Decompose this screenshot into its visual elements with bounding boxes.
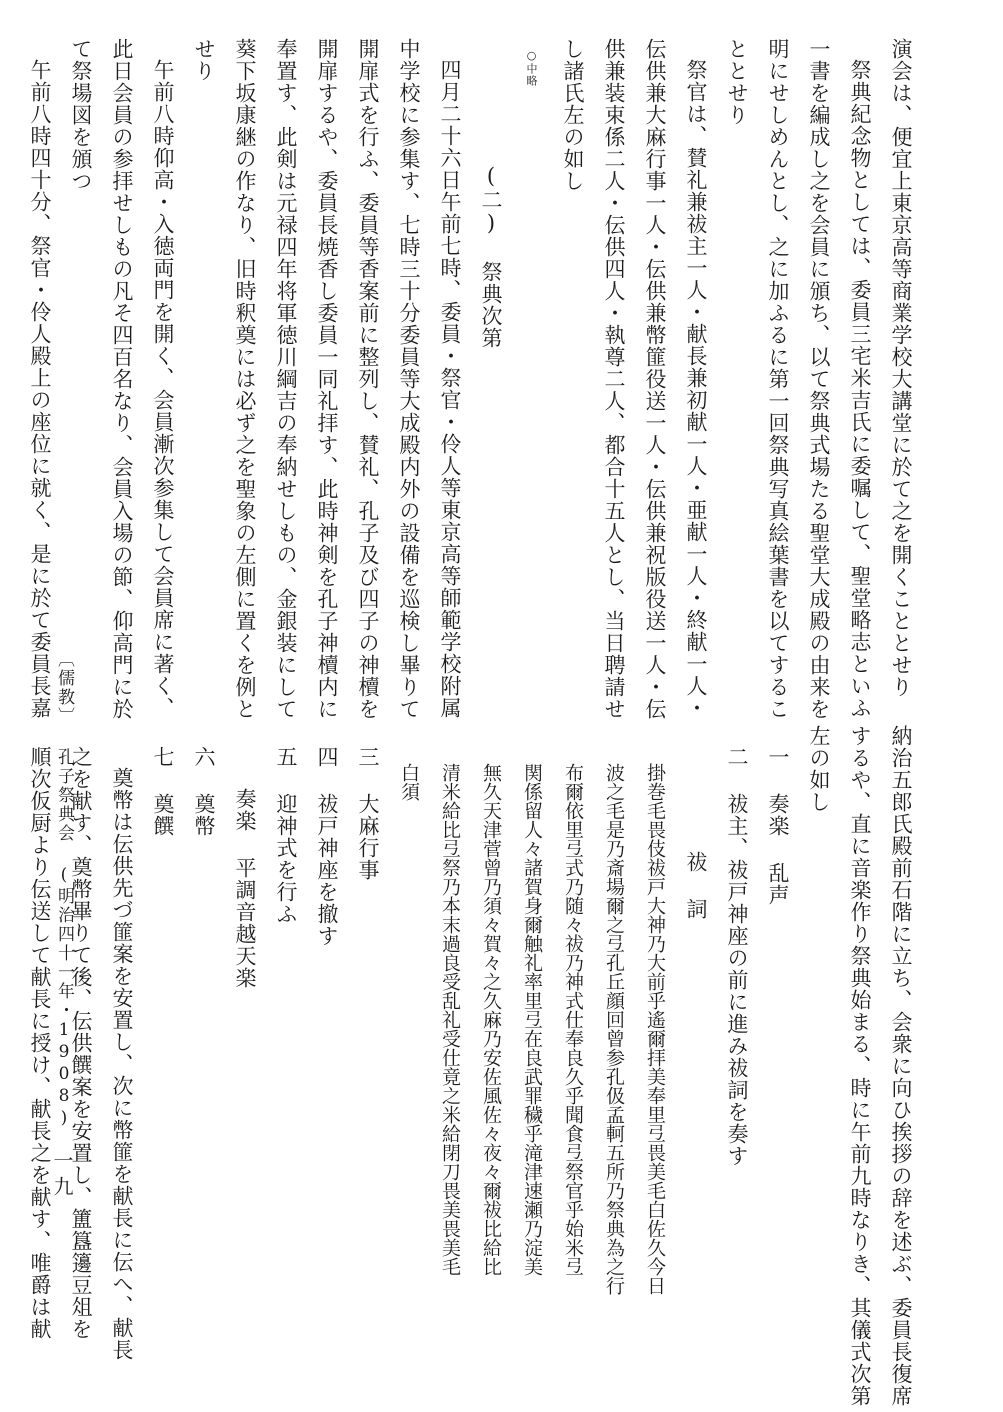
norito-heading: 祓 詞 (684, 851, 708, 920)
norito-line: 関係留人々諸賀身爾触礼率里弖在良武罪穢乎滝津速瀬乃淀美 (521, 763, 543, 1276)
text-line: 納治五郎氏殿前石階に立ち、会衆に向ひ挨拶の辞を述ぶ、委員長復席 (889, 725, 913, 1407)
text-line: し諸氏左の如し (561, 38, 585, 192)
ritual-step: 五 迎神式を行ふ (274, 746, 298, 925)
text-line: せり (192, 38, 216, 82)
text-line: 供兼装束係二人・伝供四人・執尊二人、都合十五人とし、当日聘請せ (602, 38, 626, 720)
text-line: 四月二十六日午前七時、委員・祭官・伶人等東京高等師範学校附属 (438, 59, 462, 719)
text-line: 伝供兼大麻行事一人・伝供兼幣篚役送一人・伝供兼祝版役送一人・伝 (643, 38, 667, 720)
ritual-substep: 奏楽 平調音越天楽 (233, 788, 257, 989)
ritual-step: 三 大麻行事 (356, 746, 380, 881)
text-line: 一書を編成し之を会員に頒ち、以て祭典式場たる聖堂大成殿の由来を (807, 38, 831, 720)
norito-line: 無久天津菅曾乃須々賀々之久麻乃安佐風佐々夜々爾祓比給比 (480, 763, 502, 1276)
norito-line: 波之毛是乃斎場爾之弖孔丘顔回曾参孔伋孟軻五所乃祭典為之行 (603, 763, 625, 1295)
text-line: 奉置す、此剣は元禄四年将軍徳川綱吉の奉納せしもの、金銀装にして (274, 38, 298, 720)
text-line: 演会は、便宜上東京高等商業学校大講堂に於て之を開くこととせり (889, 38, 913, 698)
text-line: 此日会員の参拝せしもの凡そ四百名なり、会員入場の節、仰高門に於 (110, 38, 134, 720)
section-heading: (二) 祭典次第 (479, 164, 503, 349)
upper-text-block (28, 38, 921, 720)
text-line: 左の如し (807, 725, 831, 813)
text-line: 午前八時四十分、祭官・伶人殿上の座位に就く、是に於て委員長嘉 (28, 59, 52, 719)
text-line: 中学校に参集す、七時三十分委員等大成殿内外の設備を巡検し畢りて (397, 38, 421, 720)
text-line: 明にせしめんとし、之に加ふるに第一回祭典写真絵葉書を以てするこ (766, 38, 790, 720)
text-line: するや、直に音楽作り祭典始まる、時に午前九時なりき、其儀式次第 (848, 725, 872, 1407)
text-line: 開扉するや、委員長焼香し委員一同礼拝す、此時神剣を孔子神櫝内に (315, 38, 339, 720)
text-line: 祭官は、賛礼兼祓主一人・献長兼初献一人・亜献一人・終献一人・ (684, 59, 708, 719)
ritual-step: 一 奏楽 乱声 (766, 746, 790, 906)
text-line: 奠幣は伝供先づ篚案を安置し、次に幣篚を献長に伝へ、献長 (110, 767, 134, 1361)
norito-line: 白須 (398, 763, 420, 801)
norito-line: 掛巻毛畏伎祓戸大神乃大前乎遙爾拝美奉里弖畏美毛白佐久今日 (644, 763, 666, 1295)
text-line: 祭典紀念物としては、委員三宅米吉氏に委嘱して、聖堂略志といふ (848, 59, 872, 719)
page-number: 一九 (50, 1150, 74, 1202)
text-line: 葵下坂康継の作なり、旧時釈奠には必ず之を聖象の左側に置くを例と (233, 38, 257, 720)
text-line: て祭場図を頒つ (69, 38, 93, 192)
ritual-step: 七 奠饌 (151, 746, 175, 837)
text-line: 午前八時仰高・入徳両門を開く、会員漸次参集して会員席に著く、 (151, 59, 175, 719)
omission-note: ○中略 (525, 49, 538, 87)
ritual-step: 二 祓主、祓戸神座の前に進み祓詞を奏す (725, 746, 749, 1167)
ritual-step: 四 祓戸神座を撤す (315, 746, 339, 947)
text-line: 順次仮厨より伝送して献長に授け、献長之を献す、唯爵は献 (28, 746, 52, 1340)
ritual-step: 六 奠幣 (192, 746, 216, 837)
norito-line: 布爾依里弖式乃随々祓乃神式仕奉良久乎聞食弖祭官乎始米弖 (562, 763, 584, 1276)
running-footer: 〔儒教〕 孔子祭典会 (明治四十一年・1908) (54, 650, 74, 1130)
text-line: 之を献す、奠幣畢りて後、伝供饌案を安置し、簠簋籩豆俎を (69, 746, 93, 1340)
norito-line: 清米給比弖祭乃本末過良受乱礼受仕竟之米給閉刀畏美畏美毛 (439, 763, 461, 1276)
text-line: ととせり (725, 38, 749, 126)
text-line: 開扉式を行ふ、委員等香案前に整列し、賛礼、孔子及び四子の神櫝を (356, 38, 380, 720)
